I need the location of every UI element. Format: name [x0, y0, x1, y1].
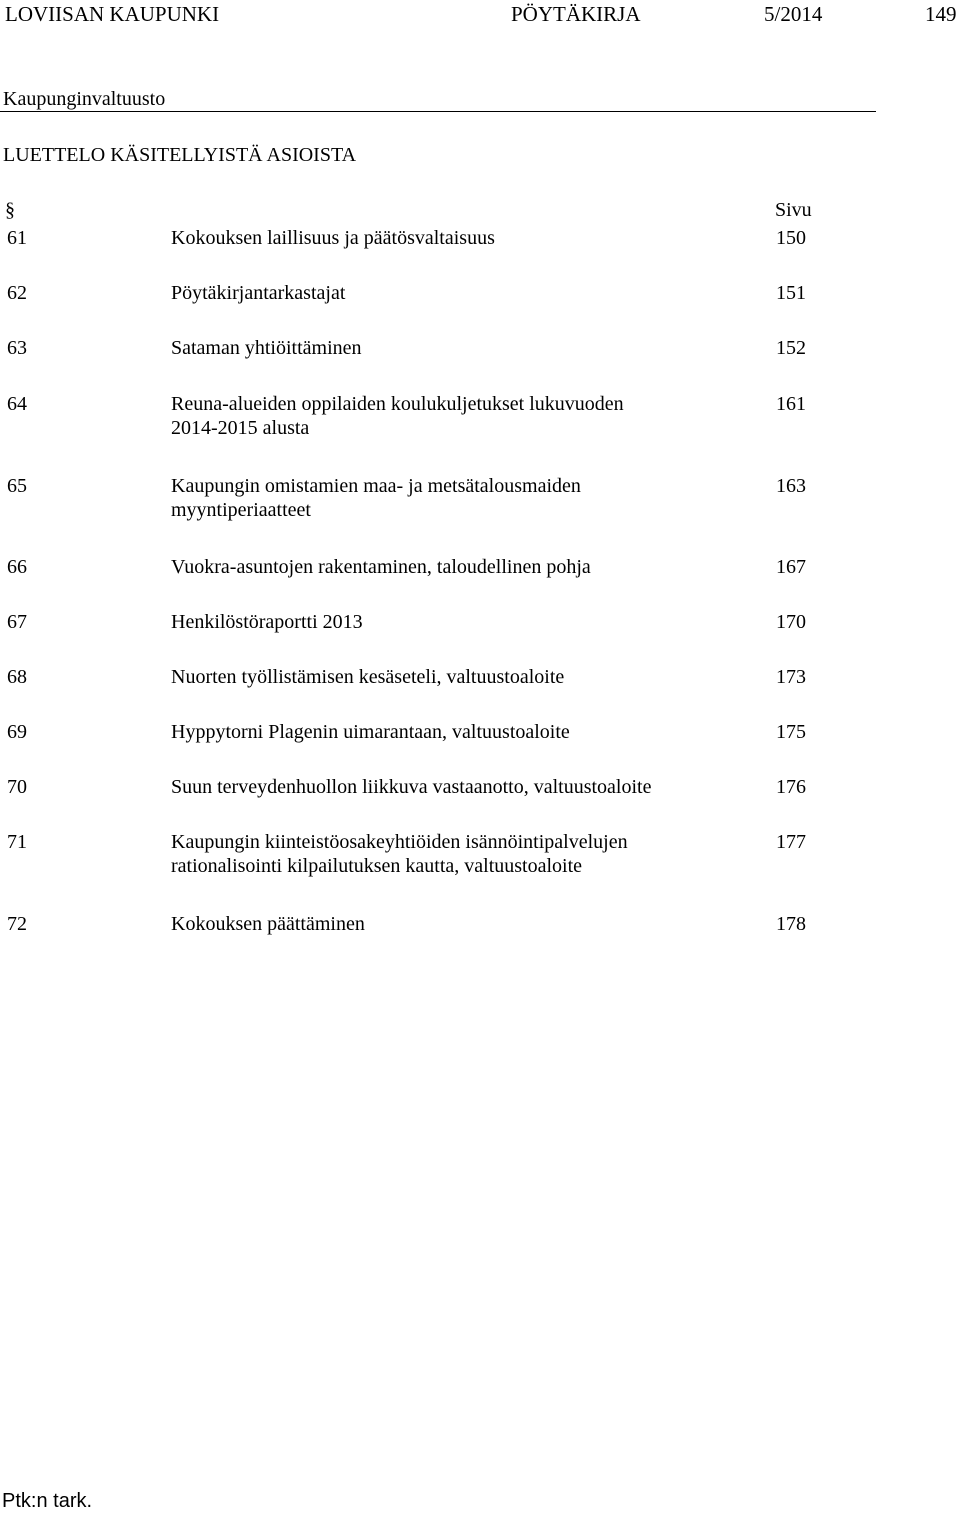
- header-issue: 5/2014: [764, 2, 823, 26]
- agenda-item-title: [171, 281, 741, 305]
- agenda-item-title: [171, 775, 741, 799]
- agenda-item-number: 63: [7, 337, 27, 359]
- agenda-item-page: 163: [776, 475, 806, 497]
- agenda-item-title-line: rationalisointi kilpailutuksen kautta, valtuustoaloite: [171, 855, 583, 877]
- agenda-item-page: 178: [776, 913, 806, 935]
- agenda-item-title-line: Henkilöstöraportti 2013: [171, 611, 363, 633]
- section-symbol: §: [5, 199, 15, 221]
- agenda-item-title-line: Hyppytorni Plagenin uimarantaan, valtuustoaloite: [171, 721, 570, 743]
- agenda-item-title-line: Kokouksen laillisuus ja päätösvaltaisuus: [171, 227, 495, 249]
- header-org: LOVIISAN KAUPUNKI: [5, 2, 220, 26]
- body-name-underline: [0, 111, 876, 112]
- agenda-item-title: [171, 912, 741, 936]
- agenda-item-number: 65: [7, 475, 27, 497]
- agenda-item-title-line: Pöytäkirjantarkastajat: [171, 282, 346, 304]
- page-column-label: Sivu: [775, 199, 812, 221]
- header-page-number: 149: [925, 2, 957, 26]
- footer-initials-label: Ptk:n tark.: [2, 1490, 93, 1512]
- agenda-item-title-line: Kaupungin kiinteistöosakeyhtiöiden isännöintipalvelujen: [171, 831, 628, 853]
- agenda-item-number: 68: [7, 666, 27, 688]
- agenda-item-title-line: Kokouksen päättäminen: [171, 913, 365, 935]
- agenda-item-title: [171, 474, 741, 522]
- agenda-item-number: 69: [7, 721, 27, 743]
- agenda-item-number: 70: [7, 776, 27, 798]
- agenda-item-number: 72: [7, 913, 27, 935]
- list-title: LUETTELO KÄSITELLYISTÄ ASIOISTA: [3, 144, 357, 166]
- agenda-item-page: 151: [776, 282, 806, 304]
- agenda-item-number: 64: [7, 393, 27, 415]
- agenda-item-title-line: Sataman yhtiöittäminen: [171, 337, 362, 359]
- agenda-item-title: [171, 226, 741, 250]
- agenda-item-number: 66: [7, 556, 27, 578]
- agenda-item-number: 61: [7, 227, 27, 249]
- agenda-item-title: [171, 555, 741, 579]
- agenda-item-title: [171, 610, 741, 634]
- agenda-item-title: [171, 830, 741, 878]
- header-doc-type: PÖYTÄKIRJA: [511, 2, 641, 26]
- agenda-item-title-line: Suun terveydenhuollon liikkuva vastaanotto, valtuustoaloite: [171, 776, 652, 798]
- agenda-item-number: 62: [7, 282, 27, 304]
- agenda-item-title-line: Kaupungin omistamien maa- ja metsätalousmaiden: [171, 475, 581, 497]
- agenda-item-title-line: 2014-2015 alusta: [171, 417, 310, 439]
- agenda-item-title-line: Reuna-alueiden oppilaiden koulukuljetukset lukuvuoden: [171, 393, 624, 415]
- agenda-item-title: [171, 336, 741, 360]
- body-name: Kaupunginvaltuusto: [3, 88, 166, 110]
- agenda-item-page: 167: [776, 556, 806, 578]
- agenda-item-page: 161: [776, 393, 806, 415]
- agenda-item-page: 173: [776, 666, 806, 688]
- agenda-item-title: [171, 665, 741, 689]
- agenda-item-page: 152: [776, 337, 806, 359]
- agenda-item-title-line: myyntiperiaatteet: [171, 499, 311, 521]
- agenda-item-title: [171, 392, 741, 440]
- agenda-item-title-line: Nuorten työllistämisen kesäseteli, valtuustoaloite: [171, 666, 565, 688]
- agenda-item-number: 67: [7, 611, 27, 633]
- agenda-item-number: 71: [7, 831, 27, 853]
- agenda-item-page: 150: [776, 227, 806, 249]
- agenda-item-page: 175: [776, 721, 806, 743]
- agenda-item-page: 176: [776, 776, 806, 798]
- agenda-item-page: 177: [776, 831, 806, 853]
- agenda-item-title: [171, 720, 741, 744]
- agenda-item-page: 170: [776, 611, 806, 633]
- agenda-item-title-line: Vuokra-asuntojen rakentaminen, taloudellinen pohja: [171, 556, 591, 578]
